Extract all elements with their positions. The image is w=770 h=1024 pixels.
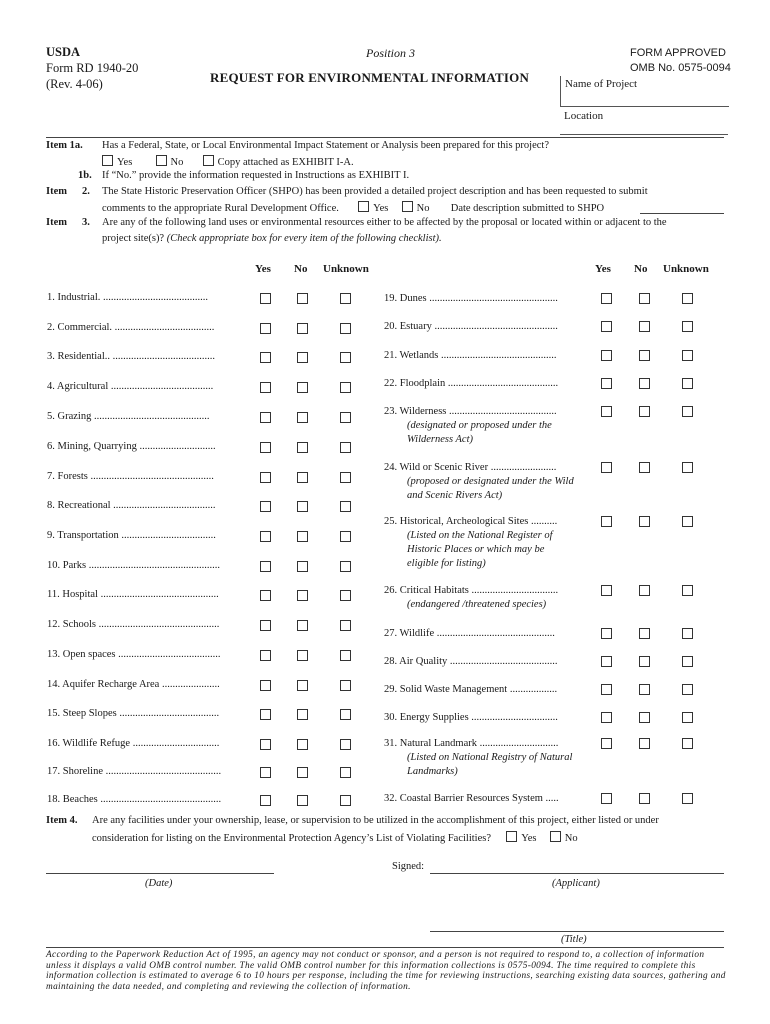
checklist-item-note: eligible for listing)	[407, 558, 486, 569]
no-checkbox[interactable]	[297, 590, 308, 601]
date-signature-line[interactable]	[46, 873, 274, 874]
position-label: Position 3	[366, 46, 416, 60]
item4-text-line2: consideration for listing on the Environmental Protection Agency’s List of Violating Facilities?	[92, 833, 491, 844]
checklist-item-label: 29. Solid Waste Management ..................	[384, 684, 558, 695]
checklist-item-note: Landmarks)	[407, 766, 458, 777]
unknown-checkbox[interactable]	[682, 628, 693, 639]
checklist-item-label: 26. Critical Habitats .................................	[384, 585, 559, 596]
no-checkbox[interactable]	[639, 656, 650, 667]
checklist-item-label: 27. Wildlife .............................................	[384, 628, 555, 639]
checklist-item-label: 23. Wilderness .........................................	[384, 406, 557, 417]
unknown-checkbox[interactable]	[682, 378, 693, 389]
form-number: Form RD 1940-20	[46, 61, 139, 75]
yes-checkbox[interactable]	[260, 590, 271, 601]
item2-no-label: No	[416, 203, 430, 214]
no-checkbox[interactable]	[297, 767, 308, 778]
unknown-checkbox[interactable]	[340, 680, 351, 691]
form-revision: (Rev. 4-06)	[46, 77, 103, 91]
item3-label: Item	[46, 217, 67, 228]
item3-instructions: (Check appropriate box for every item of the following checklist).	[166, 233, 442, 244]
unknown-checkbox[interactable]	[340, 352, 351, 363]
unknown-checkbox[interactable]	[340, 501, 351, 512]
item1-yes-checkbox[interactable]	[102, 155, 113, 166]
name-of-project-label: Name of Project	[565, 78, 638, 90]
no-checkbox[interactable]	[297, 352, 308, 363]
checklist-item-label: 14. Aquifer Recharge Area ......................	[47, 679, 220, 690]
title-caption: (Title)	[561, 934, 587, 945]
no-checkbox[interactable]	[297, 412, 308, 423]
checklist-item-note: (Listed on the National Register of	[407, 530, 553, 541]
yes-checkbox[interactable]	[601, 585, 612, 596]
yes-checkbox[interactable]	[260, 620, 271, 631]
yes-checkbox[interactable]	[260, 442, 271, 453]
yes-checkbox[interactable]	[260, 323, 271, 334]
unknown-checkbox[interactable]	[340, 412, 351, 423]
checklist-item-label: 1. Industrial. ........................................	[47, 292, 208, 303]
item2-no-checkbox[interactable]	[402, 201, 413, 212]
yes-checkbox[interactable]	[601, 656, 612, 667]
checklist-item-note: Historic Places or which may be	[407, 544, 545, 555]
no-checkbox[interactable]	[639, 350, 650, 361]
divider	[46, 137, 724, 138]
item2-yes-label: Yes	[373, 203, 389, 214]
agency-name: USDA	[46, 45, 81, 59]
item4-text-line1: Are any facilities under your ownership, lease, or supervision to be utilized in the accomplishment of this project, either listed or under	[92, 815, 659, 826]
checklist-item-note: (proposed or designated under the Wild	[407, 476, 574, 487]
yes-checkbox[interactable]	[260, 501, 271, 512]
left-col-yes-header: Yes	[255, 263, 271, 275]
no-checkbox[interactable]	[297, 442, 308, 453]
no-checkbox[interactable]	[297, 382, 308, 393]
item1-copy-checkbox[interactable]	[203, 155, 214, 166]
yes-checkbox[interactable]	[260, 382, 271, 393]
title-signature-line[interactable]	[430, 931, 724, 932]
no-checkbox[interactable]	[297, 323, 308, 334]
name-of-project-field[interactable]	[560, 76, 729, 107]
yes-checkbox[interactable]	[601, 321, 612, 332]
checklist-item-label: 18. Beaches ..............................................	[47, 794, 222, 805]
item2-label: Item	[46, 186, 67, 197]
checklist-item-label: 21. Wetlands ............................................	[384, 350, 557, 361]
yes-checkbox[interactable]	[601, 462, 612, 473]
item2-text-line1: The State Historic Preservation Officer (SHPO) has been provided a detailed project description and has been requested to submit	[102, 186, 648, 197]
yes-checkbox[interactable]	[601, 378, 612, 389]
checklist-item-label: 15. Steep Slopes ......................................	[47, 708, 220, 719]
unknown-checkbox[interactable]	[340, 323, 351, 334]
item4-no-label: No	[564, 833, 578, 844]
shpo-date-field[interactable]	[640, 213, 724, 214]
yes-checkbox[interactable]	[260, 412, 271, 423]
no-checkbox[interactable]	[297, 795, 308, 806]
date-caption: (Date)	[145, 878, 173, 889]
checklist-item-label: 8. Recreational .......................................	[47, 500, 216, 511]
checklist-item-note: (designated or proposed under the	[407, 420, 552, 431]
item4-yes-checkbox[interactable]	[506, 831, 517, 842]
no-checkbox[interactable]	[639, 712, 650, 723]
form-identity	[46, 44, 138, 92]
item2-line2	[102, 201, 604, 214]
yes-checkbox[interactable]	[260, 561, 271, 572]
no-checkbox[interactable]	[297, 709, 308, 720]
yes-checkbox[interactable]	[601, 793, 612, 804]
item4-label: Item 4.	[46, 815, 78, 826]
item3-text-line1: Are any of the following land uses or environmental resources either to be affected by the proposal or located within or adjacent to the	[102, 217, 667, 228]
omb-approval	[630, 46, 731, 76]
no-checkbox[interactable]	[297, 680, 308, 691]
unknown-checkbox[interactable]	[340, 650, 351, 661]
yes-checkbox[interactable]	[260, 709, 271, 720]
yes-checkbox[interactable]	[260, 531, 271, 542]
omb-number: OMB No. 0575-0094	[630, 62, 731, 74]
item1-question: Has a Federal, State, or Local Environmental Impact Statement or Analysis been prepared for this project?	[102, 140, 549, 151]
checklist-item-label: 24. Wild or Scenic River .........................	[384, 462, 557, 473]
yes-checkbox[interactable]	[601, 406, 612, 417]
checklist-item-label: 31. Natural Landmark ..............................	[384, 738, 559, 749]
item2-number: 2.	[82, 186, 90, 197]
item4-line2	[92, 831, 578, 844]
unknown-checkbox[interactable]	[340, 795, 351, 806]
unknown-checkbox[interactable]	[340, 472, 351, 483]
item2-yes-checkbox[interactable]	[358, 201, 369, 212]
left-col-no-header: No	[294, 263, 308, 275]
checklist-item-label: 32. Coastal Barrier Resources System .....	[384, 793, 559, 804]
form-title: REQUEST FOR ENVIRONMENTAL INFORMATION	[210, 70, 530, 85]
no-checkbox[interactable]	[639, 293, 650, 304]
unknown-checkbox[interactable]	[340, 590, 351, 601]
item1-no-checkbox[interactable]	[156, 155, 167, 166]
no-checkbox[interactable]	[297, 650, 308, 661]
unknown-checkbox[interactable]	[340, 561, 351, 572]
right-col-unknown-header: Unknown	[663, 263, 709, 275]
checklist-item-label: 22. Floodplain ..........................................	[384, 378, 559, 389]
checklist-item-label: 16. Wildlife Refuge .................................	[47, 738, 220, 749]
checklist-item-note: Wilderness Act)	[407, 434, 474, 445]
yes-checkbox[interactable]	[260, 680, 271, 691]
unknown-checkbox[interactable]	[340, 442, 351, 453]
checklist-item-label: 5. Grazing ............................................	[47, 411, 210, 422]
checklist-item-label: 30. Energy Supplies .................................	[384, 712, 558, 723]
checklist-item-label: 10. Parks ..................................................	[47, 560, 220, 571]
unknown-checkbox[interactable]	[682, 321, 693, 332]
item3-line2	[102, 233, 442, 244]
no-checkbox[interactable]	[639, 321, 650, 332]
item3-number: 3.	[82, 217, 90, 228]
unknown-checkbox[interactable]	[340, 739, 351, 750]
yes-checkbox[interactable]	[260, 352, 271, 363]
checklist-item-label: 13. Open spaces .......................................	[47, 649, 221, 660]
unknown-checkbox[interactable]	[340, 293, 351, 304]
right-col-yes-header: Yes	[595, 263, 611, 275]
unknown-checkbox[interactable]	[682, 462, 693, 473]
unknown-checkbox[interactable]	[682, 406, 693, 417]
yes-checkbox[interactable]	[260, 739, 271, 750]
no-checkbox[interactable]	[297, 293, 308, 304]
checklist-item-label: 11. Hospital .............................................	[47, 589, 219, 600]
checklist-item-label: 7. Forests ...............................................	[47, 471, 214, 482]
no-checkbox[interactable]	[639, 462, 650, 473]
yes-checkbox[interactable]	[601, 350, 612, 361]
checklist-item-label: 17. Shoreline ............................................	[47, 766, 222, 777]
no-checkbox[interactable]	[639, 378, 650, 389]
checklist-item-label: 6. Mining, Quarrying .............................	[47, 441, 216, 452]
unknown-checkbox[interactable]	[682, 712, 693, 723]
item2-text-line2: comments to the appropriate Rural Development Office.	[102, 203, 339, 214]
no-checkbox[interactable]	[297, 472, 308, 483]
yes-checkbox[interactable]	[260, 795, 271, 806]
item1-no-label: No	[170, 157, 184, 168]
yes-checkbox[interactable]	[260, 472, 271, 483]
yes-checkbox[interactable]	[601, 516, 612, 527]
no-checkbox[interactable]	[297, 620, 308, 631]
checklist-item-label: 19. Dunes .................................................	[384, 293, 558, 304]
no-checkbox[interactable]	[297, 531, 308, 542]
no-checkbox[interactable]	[639, 628, 650, 639]
checklist-item-note: (endangered /threatened species)	[407, 599, 547, 610]
checklist-item-note: and Scenic Rivers Act)	[407, 490, 503, 501]
item1-label: Item 1a.	[46, 140, 83, 151]
applicant-caption: (Applicant)	[552, 878, 600, 889]
unknown-checkbox[interactable]	[682, 738, 693, 749]
footer-divider	[46, 947, 724, 948]
location-label: Location	[564, 110, 604, 122]
checklist-item-label: 2. Commercial. ......................................	[47, 322, 215, 333]
item2-date-label: Date description submitted to SHPO	[450, 203, 605, 214]
signed-label: Signed:	[392, 861, 425, 872]
unknown-checkbox[interactable]	[340, 531, 351, 542]
checklist-item-label: 25. Historical, Archeological Sites ..........	[384, 516, 558, 527]
item4-yes-label: Yes	[521, 833, 537, 844]
yes-checkbox[interactable]	[260, 293, 271, 304]
checklist-item-label: 3. Residential.. .......................................	[47, 351, 215, 362]
item1-yes-label: Yes	[117, 157, 133, 168]
right-col-no-header: No	[634, 263, 648, 275]
checklist-item-label: 28. Air Quality .........................................	[384, 656, 558, 667]
item4-no-checkbox[interactable]	[550, 831, 561, 842]
checklist-item-note: (Listed on National Registry of Natural	[407, 752, 573, 763]
item3-text-line2: project site(s)?	[102, 233, 165, 244]
unknown-checkbox[interactable]	[340, 767, 351, 778]
unknown-checkbox[interactable]	[340, 382, 351, 393]
item1b-text: If “No.” provide the information requested in Instructions as EXHIBIT I.	[102, 170, 410, 181]
unknown-checkbox[interactable]	[340, 620, 351, 631]
unknown-checkbox[interactable]	[682, 656, 693, 667]
applicant-signature-line[interactable]	[430, 873, 724, 874]
checklist-item-label: 20. Estuary ...............................................	[384, 321, 558, 332]
no-checkbox[interactable]	[639, 738, 650, 749]
yes-checkbox[interactable]	[601, 738, 612, 749]
checklist-item-label: 9. Transportation ....................................	[47, 530, 216, 541]
item1-options	[102, 155, 354, 168]
yes-checkbox[interactable]	[601, 293, 612, 304]
yes-checkbox[interactable]	[601, 628, 612, 639]
no-checkbox[interactable]	[639, 585, 650, 596]
yes-checkbox[interactable]	[260, 767, 271, 778]
yes-checkbox[interactable]	[260, 650, 271, 661]
unknown-checkbox[interactable]	[682, 516, 693, 527]
paperwork-reduction-notice: According to the Paperwork Reduction Act of 1995, an agency may not conduct or sponsor, and a person is not required to respond to, a collection of information unless it displays a valid OMB control number. The valid OMB control number for this information collections is 0575-0094. The time required to complete this information collection is estimated to average 6 to 10 hours per response, including the time for reviewing instructions, searching existing data sources, gathering and maintaining the data needed, and completing and reviewing the collection of information.	[46, 950, 726, 992]
yes-checkbox[interactable]	[601, 684, 612, 695]
checklist-item-label: 12. Schools ..............................................	[47, 619, 220, 630]
yes-checkbox[interactable]	[601, 712, 612, 723]
unknown-checkbox[interactable]	[340, 709, 351, 720]
no-checkbox[interactable]	[297, 739, 308, 750]
unknown-checkbox[interactable]	[682, 293, 693, 304]
no-checkbox[interactable]	[639, 793, 650, 804]
form-approved-label: FORM APPROVED	[630, 47, 726, 59]
left-col-unknown-header: Unknown	[323, 263, 369, 275]
no-checkbox[interactable]	[639, 516, 650, 527]
no-checkbox[interactable]	[297, 501, 308, 512]
no-checkbox[interactable]	[297, 561, 308, 572]
unknown-checkbox[interactable]	[682, 350, 693, 361]
unknown-checkbox[interactable]	[682, 793, 693, 804]
checklist-item-label: 4. Agricultural .......................................	[47, 381, 214, 392]
unknown-checkbox[interactable]	[682, 684, 693, 695]
item1b-label: 1b.	[78, 170, 92, 181]
item1-copy-label: Copy attached as EXHIBIT I-A.	[217, 157, 354, 168]
no-checkbox[interactable]	[639, 684, 650, 695]
no-checkbox[interactable]	[639, 406, 650, 417]
unknown-checkbox[interactable]	[682, 585, 693, 596]
location-field[interactable]	[560, 108, 728, 135]
